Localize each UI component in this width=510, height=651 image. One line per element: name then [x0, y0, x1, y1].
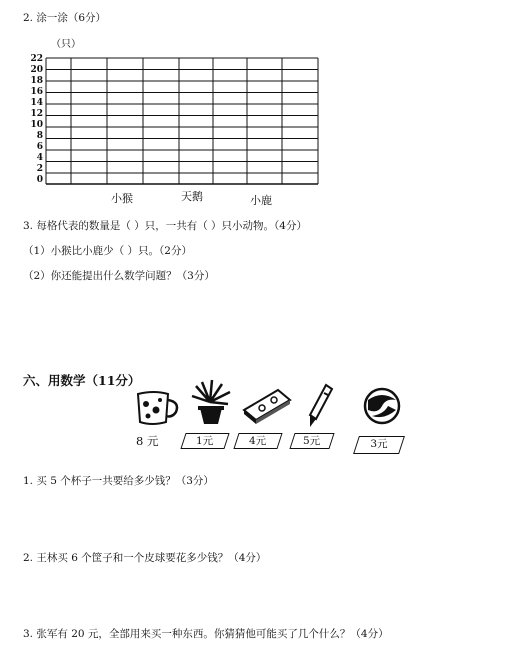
- category-label-monkey: 小猴: [111, 192, 133, 205]
- y-tick-label: 2: [36, 164, 43, 174]
- y-tick-label: 4: [36, 153, 43, 163]
- y-tick-label: 10: [30, 120, 43, 130]
- y-tick-label: 8: [36, 131, 43, 141]
- price-tag-pencil-box: [233, 433, 282, 449]
- y-axis-unit: （只）: [51, 39, 81, 50]
- y-tick-label: 12: [30, 109, 43, 119]
- coloring-grid[interactable]: [0, 0, 510, 200]
- price-tag-pen: [289, 433, 334, 449]
- category-label-deer: 小鹿: [250, 194, 272, 207]
- y-tick-label: 16: [30, 87, 43, 97]
- price-text: 1元: [196, 435, 214, 447]
- price-tag-cup: 8 元: [136, 434, 159, 448]
- price-tag-plant: [180, 433, 229, 449]
- question-3-sub-1: （1）小猴比小鹿少（ ）只。（2分）: [23, 245, 192, 257]
- category-label-swan: 天鹅: [181, 190, 203, 203]
- price-tag-ball: [353, 436, 405, 454]
- section-6-question-3: 3. 张军有 20 元，全部用来买一种东西。你猜猜他可能买了几个什么？（4分）: [23, 628, 389, 640]
- ball-icon: [362, 386, 402, 426]
- y-tick-label: 18: [30, 76, 43, 86]
- section-6-title: 六、用数学（11分）: [23, 373, 141, 388]
- price-text: 4元: [249, 435, 267, 447]
- pencil-box-icon: [240, 384, 292, 424]
- price-text: 5元: [303, 435, 321, 447]
- question-2-title: 2. 涂一涂（6分）: [23, 12, 107, 24]
- y-tick-label: 0: [36, 175, 43, 185]
- y-tick-label: 22: [30, 54, 43, 64]
- section-6-question-1: 1. 买 5 个杯子一共要给多少钱？（3分）: [23, 475, 214, 487]
- pen-icon: [306, 383, 336, 429]
- price-text: 3元: [370, 438, 388, 450]
- y-tick-label: 6: [36, 142, 43, 152]
- section-6-question-2: 2. 王林买 6 个筐子和一个皮球要花多少钱？（4分）: [23, 552, 267, 564]
- potted-plant-icon: [188, 378, 234, 426]
- y-tick-label: 14: [30, 98, 43, 108]
- question-3: 3. 每格代表的数量是（ ）只，一共有（ ）只小动物。（4分）: [23, 220, 307, 232]
- question-3-sub-2: （2）你还能提出什么数学问题？（3分）: [23, 270, 215, 282]
- y-tick-label: 20: [30, 65, 43, 75]
- cup-icon: [134, 388, 184, 428]
